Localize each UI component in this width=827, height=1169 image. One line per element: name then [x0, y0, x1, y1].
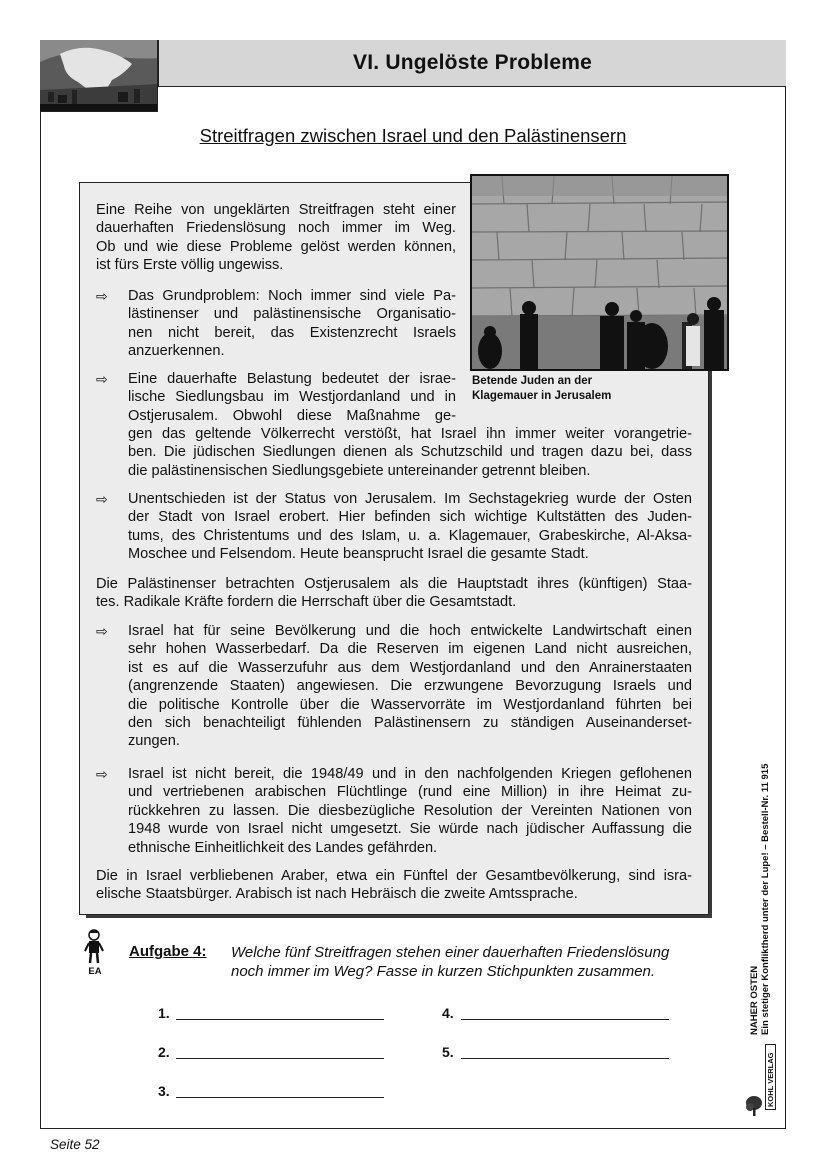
arrow-bullet-icon: ⇨ — [96, 623, 108, 639]
bullet-settlements-part1: Eine dauerhafte Belastung bedeutet der israe- lische Siedlungsbau im Westjordanland und in Ostjerusalem. Obwohl diese Maßnahme ge- — [128, 371, 456, 424]
arrow-bullet-icon: ⇨ — [96, 766, 108, 782]
answer-line-5[interactable] — [461, 1058, 669, 1059]
arrow-bullet-icon: ⇨ — [96, 491, 108, 507]
page-number: Seite 52 — [50, 1137, 100, 1152]
answer-line-3[interactable] — [176, 1097, 384, 1098]
bullet-water: Israel hat für seine Bevölkerung und die hoch entwickelte Landwirtschaft einen sehr hohen Wasserbedarf. Da die Reserven im eigenen Land nicht ausreichen, ist es auf die Wasserzufuhr aus dem Westjordanland und den Anrainerstaaten (angrenzende Staaten) angewiesen. Die erzwungene Bevorzugung Israels und die politische Kontrolle über die Wasservorräte im Westjordanland führten bei den sich benachteiligt fühlenden Palästinensern zu ständigen Auseinanderset- zungen. — [128, 623, 692, 750]
bullet-jerusalem: Unentschieden ist der Status von Jerusalem. Im Sechstagekrieg wurde der Osten der Stadt von Israel erobert. Hier befinden sich wichtige Kultstätten des Juden- tums, des Christentums und des Islam, u. a. Klagemauer, Grabeskirche, Al-Aksa- Moschee und Felsendom. Heute beansprucht Israel die gesamte Stadt. — [128, 491, 692, 563]
task-mode-label: EA — [88, 966, 102, 977]
answer-line-1[interactable] — [176, 1019, 384, 1020]
bullet-refugees: Israel ist nicht bereit, die 1948/49 und in den nachfolgenden Kriegen geflohenen und vertriebenen arabischen Flüchtlinge (rund eine Million) in ihre Heimat zu- rückkehren zu lassen. Die diesbezügliche Resolution der Vereinten Nationen von 1948 wurde von Israel nicht umgesetzt. Sie würde nach jüdischer Auffassung die ethnische Einheitlichkeit des Landes gefährden. — [128, 766, 692, 856]
student-figure-icon — [84, 929, 104, 965]
section-subtitle: Streitfragen zwischen Israel und den Palästinensern — [199, 125, 627, 146]
paragraph-east-jerusalem: Die Palästinenser betrachten Ostjerusalem als die Hauptstadt ihres (künftigen) Staa- tes. Radikale Kräfte fordern die Herrschaft über die Gesamtstadt. — [96, 576, 692, 611]
task-label: Aufgabe 4: — [129, 943, 207, 960]
bullet-core-problem: Das Grundproblem: Noch immer sind viele Pa- lästinenser und palästinensische Organisatio- nen nicht bereit, das Existenzrecht Israels anzuerkennen. — [128, 288, 456, 360]
arrow-bullet-icon: ⇨ — [96, 288, 108, 304]
answer-number-5: 5. — [442, 1044, 454, 1060]
answer-number-2: 2. — [158, 1044, 170, 1060]
photo-caption: Betende Juden an der Klagemauer in Jerusalem — [472, 375, 612, 402]
sidebar-publication-info: NAHER OSTEN Ein stetiger Konfliktherd unter der Lupe! – Bestell-Nr. 11 915 — [749, 763, 771, 1035]
publisher-tree-icon — [745, 1093, 767, 1117]
page-title: VI. Ungelöste Probleme — [158, 40, 786, 87]
task-question: Welche fünf Streitfragen stehen einer dauerhaften Friedenslösung noch immer im Weg? Fasse in kurzen Stichpunkten zusammen. — [231, 944, 670, 980]
western-wall-photo — [470, 174, 729, 371]
intro-paragraph: Eine Reihe von ungeklärten Streitfragen steht einer dauerhaften Friedenslösung noch immer im Weg. Ob und wie diese Probleme gelöst werden können, ist fürs Erste völlig ungewiss. — [96, 202, 456, 274]
answer-line-4[interactable] — [461, 1019, 669, 1020]
paragraph-arab-citizens: Die in Israel verbliebenen Araber, etwa ein Fünftel der Gesamtbevölkerung, sind isra- elische Staatsbürger. Arabisch ist nach Hebräisch die zweite Amtssprache. — [96, 868, 692, 903]
answer-number-1: 1. — [158, 1005, 170, 1021]
arrow-bullet-icon: ⇨ — [96, 371, 108, 387]
answer-number-3: 3. — [158, 1083, 170, 1099]
publisher-logo: KOHL VERLAG — [765, 1044, 776, 1110]
answer-number-4: 4. — [442, 1005, 454, 1021]
header-map-image — [40, 40, 158, 112]
bullet-settlements-part2: gen das geltende Völkerrecht verstößt, hat Israel ihn immer weiter vorangetrie- ben. Die jüdischen Siedlungen dienen als Schutzschild und tragen dazu bei, dass die palästinensischen Siedlungsgebiete untereinander getrennt bleiben. — [128, 426, 692, 479]
answer-line-2[interactable] — [176, 1058, 384, 1059]
